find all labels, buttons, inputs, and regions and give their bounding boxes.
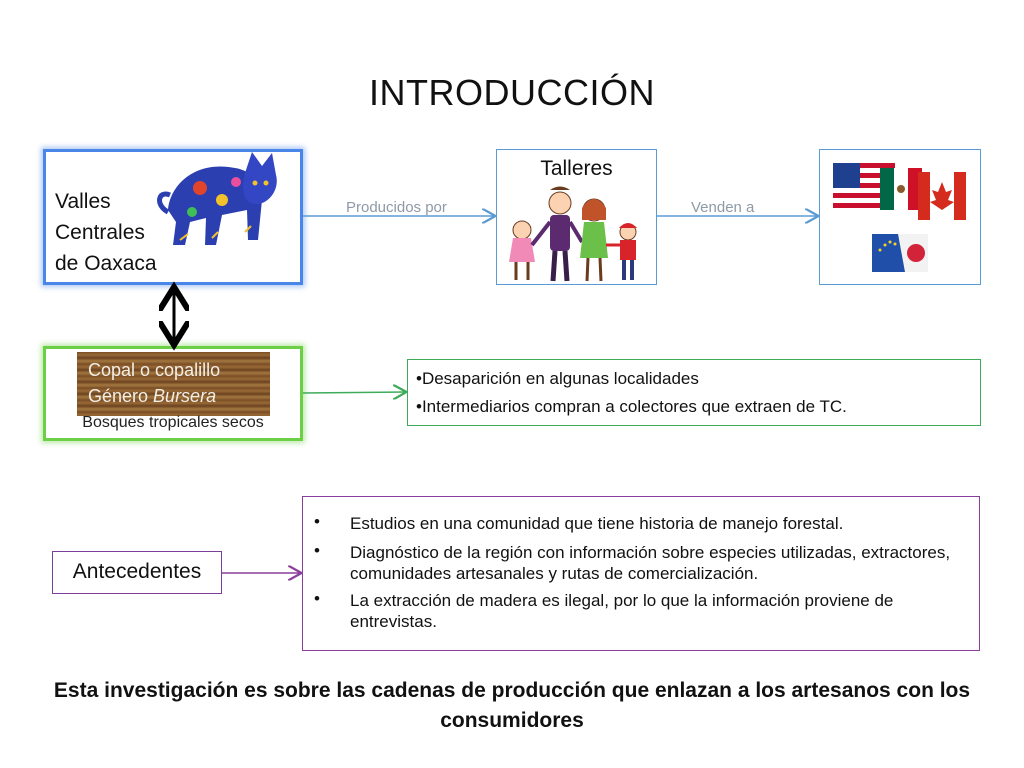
conclusion-text: Esta investigación es sobre las cadenas de producción que enlazan a los artesanos con los consumidores (53, 679, 971, 732)
antecedentes-label: Antecedentes (72, 560, 202, 583)
mexico-flag-icon (880, 168, 922, 210)
desaparicion-bullet-1: •Desaparición en algunas localidades (416, 369, 699, 388)
family-image (509, 187, 637, 282)
bullet-marker-3: • (314, 589, 320, 608)
producidos-por-label: Producidos por (346, 199, 447, 216)
arrow-copal-to-desaparicion (303, 392, 405, 393)
antecedentes-item-1: Estudios en una comunidad que tiene historia de manejo forestal. (350, 514, 844, 533)
bosques-tropicales-label: Bosques tropicales secos (82, 414, 264, 431)
valles-line-1: Valles (55, 190, 111, 213)
valles-line-2: Centrales (55, 221, 145, 244)
antecedentes-item-2: Diagnóstico de la región con información sobre especies utilizadas, extractores, comunidades artesanales y rutas de comercialización. (350, 543, 951, 583)
canada-flag-icon (918, 172, 966, 220)
bullet-marker-1: • (314, 512, 320, 531)
eu-japan-flag-icon (872, 234, 928, 272)
alebrije-cat-image (160, 152, 277, 245)
bursera-genus: Bursera (153, 386, 217, 406)
antecedentes-item-3: La extracción de madera es ilegal, por lo que la información proviene de entrevistas. (350, 591, 894, 631)
talleres-label: Talleres (540, 157, 613, 180)
slide-title: INTRODUCCIÓN (369, 72, 655, 113)
copal-line-1: Copal o copalillo (88, 360, 221, 380)
flags-image (833, 163, 966, 272)
valles-line-3: de Oaxaca (55, 252, 157, 275)
venden-a-label: Venden a (691, 199, 755, 216)
copal-genero-text: Género (88, 386, 154, 406)
bullet-marker-2: • (314, 541, 320, 560)
desaparicion-bullet-2: •Intermediarios compran a colectores que extraen de TC. (416, 397, 847, 416)
